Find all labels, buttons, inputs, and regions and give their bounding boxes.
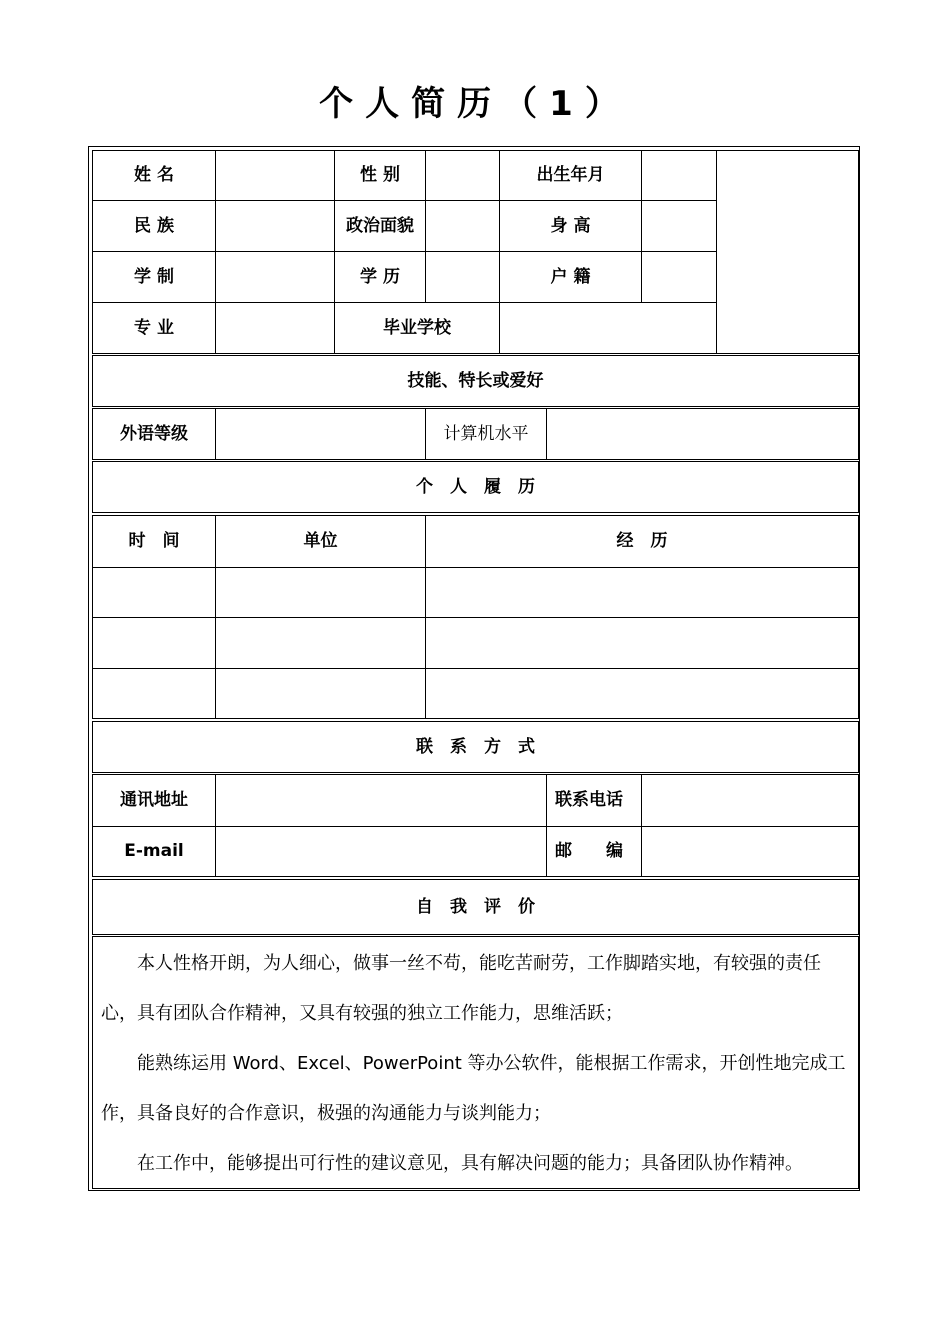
political-label: 政治面貌 [334, 200, 426, 252]
postcode-label: 邮 编 [546, 826, 642, 877]
computer-field[interactable] [546, 408, 859, 460]
table-row-unit[interactable] [215, 617, 426, 669]
name-field[interactable] [215, 150, 335, 201]
schooling-label: 学 制 [92, 251, 216, 303]
education-field[interactable] [425, 251, 500, 303]
gender-label: 性 别 [334, 150, 426, 201]
postcode-field[interactable] [641, 826, 859, 877]
school-field[interactable] [499, 302, 717, 354]
schooling-field[interactable] [215, 251, 335, 303]
table-row-time[interactable] [92, 567, 216, 618]
language-label: 外语等级 [92, 408, 216, 460]
table-row-detail[interactable] [425, 617, 859, 669]
height-label: 身 高 [499, 200, 642, 252]
school-label: 毕业学校 [334, 302, 500, 354]
ethnicity-field[interactable] [215, 200, 335, 252]
table-row-unit[interactable] [215, 668, 426, 719]
language-field[interactable] [215, 408, 426, 460]
political-field[interactable] [425, 200, 500, 252]
birth-label: 出生年月 [499, 150, 642, 201]
table-row-detail[interactable] [425, 567, 859, 618]
col-unit: 单位 [215, 515, 426, 568]
hukou-label: 户 籍 [499, 251, 642, 303]
phone-field[interactable] [641, 774, 859, 827]
self-eval-paragraph: 能熟练运用 Word、Excel、PowerPoint 等办公软件，能根据工作需求，开创性地完成工作，具备良好的合作意识，极强的沟通能力与谈判能力； [101, 1053, 846, 1124]
ethnicity-label: 民 族 [92, 200, 216, 252]
self-eval-paragraph: 在工作中，能够提出可行性的建议意见，具有解决问题的能力；具备团队协作精神。 [137, 1153, 803, 1174]
birth-field[interactable] [641, 150, 717, 201]
email-label: E-mail [92, 826, 216, 877]
skills-header: 技能、特长或爱好 [92, 355, 859, 407]
self-eval-text[interactable] [92, 936, 859, 1189]
self-eval-header: 自 我 评 价 [92, 879, 859, 935]
name-label: 姓 名 [92, 150, 216, 201]
table-row-unit[interactable] [215, 567, 426, 618]
address-field[interactable] [215, 774, 547, 827]
phone-label: 联系电话 [546, 774, 642, 827]
computer-label: 计算机水平 [425, 408, 547, 460]
gender-field[interactable] [425, 150, 500, 201]
photo-box[interactable] [716, 150, 859, 354]
experience-header: 个 人 履 历 [92, 461, 859, 513]
col-time: 时 间 [92, 515, 216, 568]
table-row-time[interactable] [92, 617, 216, 669]
major-label: 专 业 [92, 302, 216, 354]
height-field[interactable] [641, 200, 717, 252]
contact-header: 联 系 方 式 [92, 721, 859, 773]
email-field[interactable] [215, 826, 547, 877]
self-eval-paragraph: 本人性格开朗，为人细心，做事一丝不苟，能吃苦耐劳，工作脚踏实地，有较强的责任心，具有团队合作精神，又具有较强的独立工作能力，思维活跃； [101, 953, 821, 1024]
major-field[interactable] [215, 302, 335, 354]
education-label: 学 历 [334, 251, 426, 303]
address-label: 通讯地址 [92, 774, 216, 827]
table-row-time[interactable] [92, 668, 216, 719]
hukou-field[interactable] [641, 251, 717, 303]
col-detail: 经 历 [425, 515, 859, 568]
table-row-detail[interactable] [425, 668, 859, 719]
page-title: 个人简历（1） [319, 84, 631, 124]
